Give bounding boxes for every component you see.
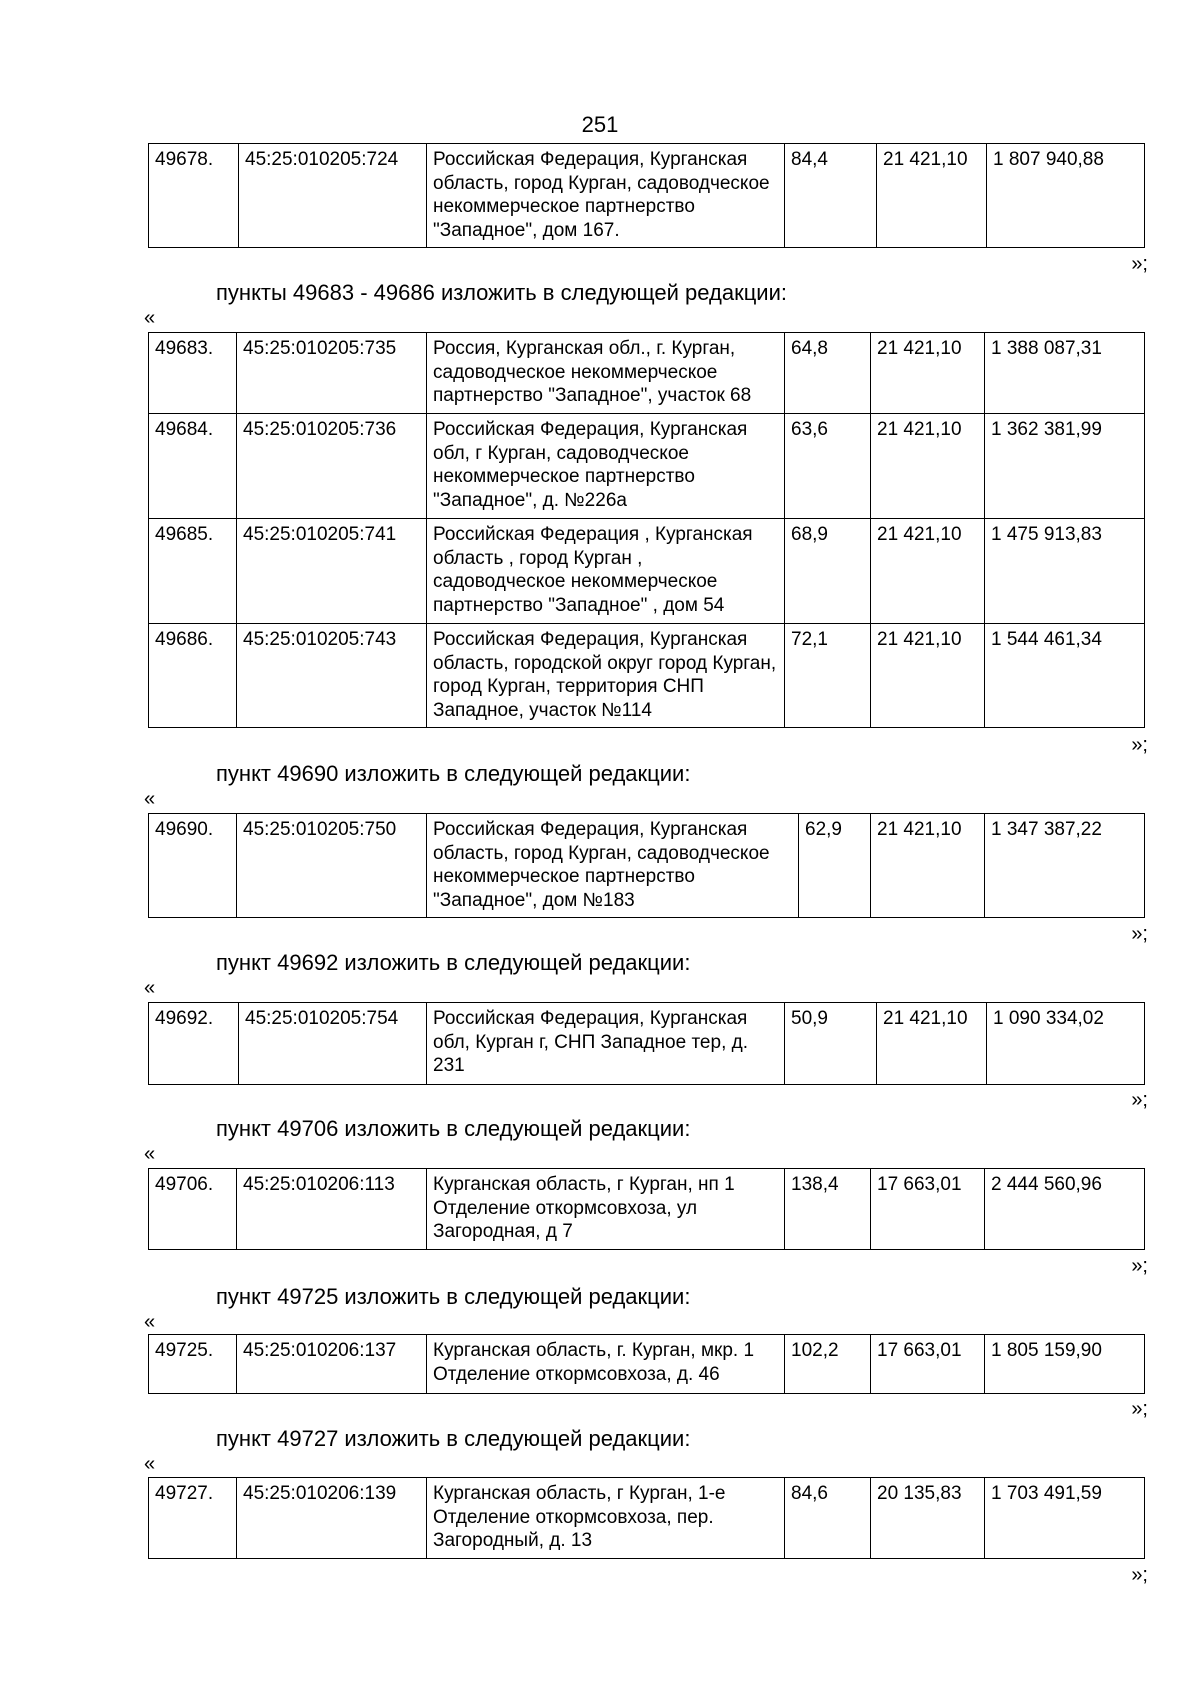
closing-quote: »; xyxy=(1131,253,1148,275)
closing-quote: »; xyxy=(1131,734,1148,756)
area: 102,2 xyxy=(785,1335,871,1394)
specific-value: 17 663,01 xyxy=(871,1169,985,1250)
address: Российская Федерация, Курганская обл, г Курган, садоводческое некоммерческое партнерство "Западное", д. №226а xyxy=(427,414,785,519)
page-number: 251 xyxy=(581,112,619,137)
table-row xyxy=(149,624,1145,728)
closing-quote: »; xyxy=(1131,1398,1148,1420)
table-block-3 xyxy=(148,1002,1145,1085)
address: Российская Федерация , Курганская область , город Курган , садоводческое некоммерческое партнерство "Западное" , дом 54 xyxy=(427,519,785,624)
cadastral-number: 45:25:010206:137 xyxy=(237,1335,427,1394)
cadastral-number: 45:25:010205:750 xyxy=(237,814,427,918)
row-number: 49678. xyxy=(149,144,239,248)
cadastral-value: 1 388 087,31 xyxy=(985,333,1145,414)
table-block-5 xyxy=(148,1334,1145,1394)
specific-value: 21 421,10 xyxy=(871,814,985,918)
cadastral-number: 45:25:010205:736 xyxy=(237,414,427,519)
table-row xyxy=(149,1003,1145,1085)
area: 72,1 xyxy=(785,624,871,728)
area: 50,9 xyxy=(785,1003,877,1085)
cadastral-number: 45:25:010205:735 xyxy=(237,333,427,414)
table-block-1 xyxy=(148,332,1145,728)
opening-quote: « xyxy=(144,307,156,329)
instruction-text: пункт 49727 изложить в следующей редакции: xyxy=(216,1426,691,1451)
row-number: 49685. xyxy=(149,519,237,624)
table-row xyxy=(149,1335,1145,1394)
instruction-text: пункт 49692 изложить в следующей редакции: xyxy=(216,950,691,975)
address: Курганская область, г Курган, нп 1 Отделение откормсовхоза, ул Загородная, д 7 xyxy=(427,1169,785,1250)
closing-quote: »; xyxy=(1131,1089,1148,1111)
table-block-4 xyxy=(148,1168,1145,1250)
table-row xyxy=(149,814,1145,918)
cadastral-value: 1 347 387,22 xyxy=(985,814,1145,918)
row-number: 49727. xyxy=(149,1478,237,1559)
address: Российская Федерация, Курганская область, город Курган, садоводческое некоммерческое партнерство "Западное", дом 167. xyxy=(427,144,785,248)
area: 62,9 xyxy=(799,814,871,918)
cadastral-value: 1 805 159,90 xyxy=(985,1335,1145,1394)
table-row xyxy=(149,1169,1145,1250)
cadastral-value: 1 544 461,34 xyxy=(985,624,1145,728)
row-number: 49692. xyxy=(149,1003,239,1085)
address: Курганская область, г. Курган, мкр. 1 Отделение откормсовхоза, д. 46 xyxy=(427,1335,785,1394)
area: 64,8 xyxy=(785,333,871,414)
cadastral-number: 45:25:010205:724 xyxy=(239,144,427,248)
cadastral-value: 1 807 940,88 xyxy=(987,144,1145,248)
cadastral-value: 1 475 913,83 xyxy=(985,519,1145,624)
table-row xyxy=(149,333,1145,414)
row-number: 49686. xyxy=(149,624,237,728)
specific-value: 21 421,10 xyxy=(877,144,987,248)
cadastral-number: 45:25:010206:139 xyxy=(237,1478,427,1559)
address: Россия, Курганская обл., г. Курган, садоводческое некоммерческое партнерство "Западное", участок 68 xyxy=(427,333,785,414)
specific-value: 17 663,01 xyxy=(871,1335,985,1394)
table-row xyxy=(149,519,1145,624)
specific-value: 20 135,83 xyxy=(871,1478,985,1559)
area: 84,6 xyxy=(785,1478,871,1559)
address: Российская Федерация, Курганская обл, Курган г, СНП Западное тер, д. 231 xyxy=(427,1003,785,1085)
row-number: 49706. xyxy=(149,1169,237,1250)
table-row xyxy=(149,144,1145,248)
instruction-text: пункт 49706 изложить в следующей редакции: xyxy=(216,1116,691,1141)
row-number: 49684. xyxy=(149,414,237,519)
opening-quote: « xyxy=(144,1143,156,1165)
specific-value: 21 421,10 xyxy=(871,519,985,624)
opening-quote: « xyxy=(144,1311,156,1333)
opening-quote: « xyxy=(144,1453,156,1475)
table-block-0 xyxy=(148,143,1145,248)
cadastral-value: 1 362 381,99 xyxy=(985,414,1145,519)
address: Российская Федерация, Курганская область, город Курган, садоводческое некоммерческое партнерство "Западное", дом №183 xyxy=(427,814,799,918)
specific-value: 21 421,10 xyxy=(871,624,985,728)
cadastral-number: 45:25:010206:113 xyxy=(237,1169,427,1250)
specific-value: 21 421,10 xyxy=(877,1003,987,1085)
area: 138,4 xyxy=(785,1169,871,1250)
table-block-6 xyxy=(148,1477,1145,1559)
cadastral-value: 1 703 491,59 xyxy=(985,1478,1145,1559)
instruction-text: пункт 49725 изложить в следующей редакции: xyxy=(216,1284,691,1309)
area: 68,9 xyxy=(785,519,871,624)
cadastral-value: 2 444 560,96 xyxy=(985,1169,1145,1250)
specific-value: 21 421,10 xyxy=(871,414,985,519)
table-row xyxy=(149,414,1145,519)
area: 63,6 xyxy=(785,414,871,519)
address: Курганская область, г Курган, 1-е Отделение откормсовхоза, пер. Загородный, д. 13 xyxy=(427,1478,785,1559)
instruction-text: пункты 49683 - 49686 изложить в следующей редакции: xyxy=(216,280,788,305)
address: Российская Федерация, Курганская область, городской округ город Курган, город Курган, территория СНП Западное, участок №114 xyxy=(427,624,785,728)
cadastral-number: 45:25:010205:743 xyxy=(237,624,427,728)
opening-quote: « xyxy=(144,977,156,999)
cadastral-number: 45:25:010205:754 xyxy=(239,1003,427,1085)
table-row xyxy=(149,1478,1145,1559)
cadastral-number: 45:25:010205:741 xyxy=(237,519,427,624)
closing-quote: »; xyxy=(1131,1255,1148,1277)
specific-value: 21 421,10 xyxy=(871,333,985,414)
row-number: 49725. xyxy=(149,1335,237,1394)
row-number: 49690. xyxy=(149,814,237,918)
area: 84,4 xyxy=(785,144,877,248)
table-block-2 xyxy=(148,813,1145,918)
row-number: 49683. xyxy=(149,333,237,414)
instruction-text: пункт 49690 изложить в следующей редакции: xyxy=(216,761,691,786)
cadastral-value: 1 090 334,02 xyxy=(987,1003,1145,1085)
closing-quote: »; xyxy=(1131,1564,1148,1586)
opening-quote: « xyxy=(144,788,156,810)
closing-quote: »; xyxy=(1131,923,1148,945)
